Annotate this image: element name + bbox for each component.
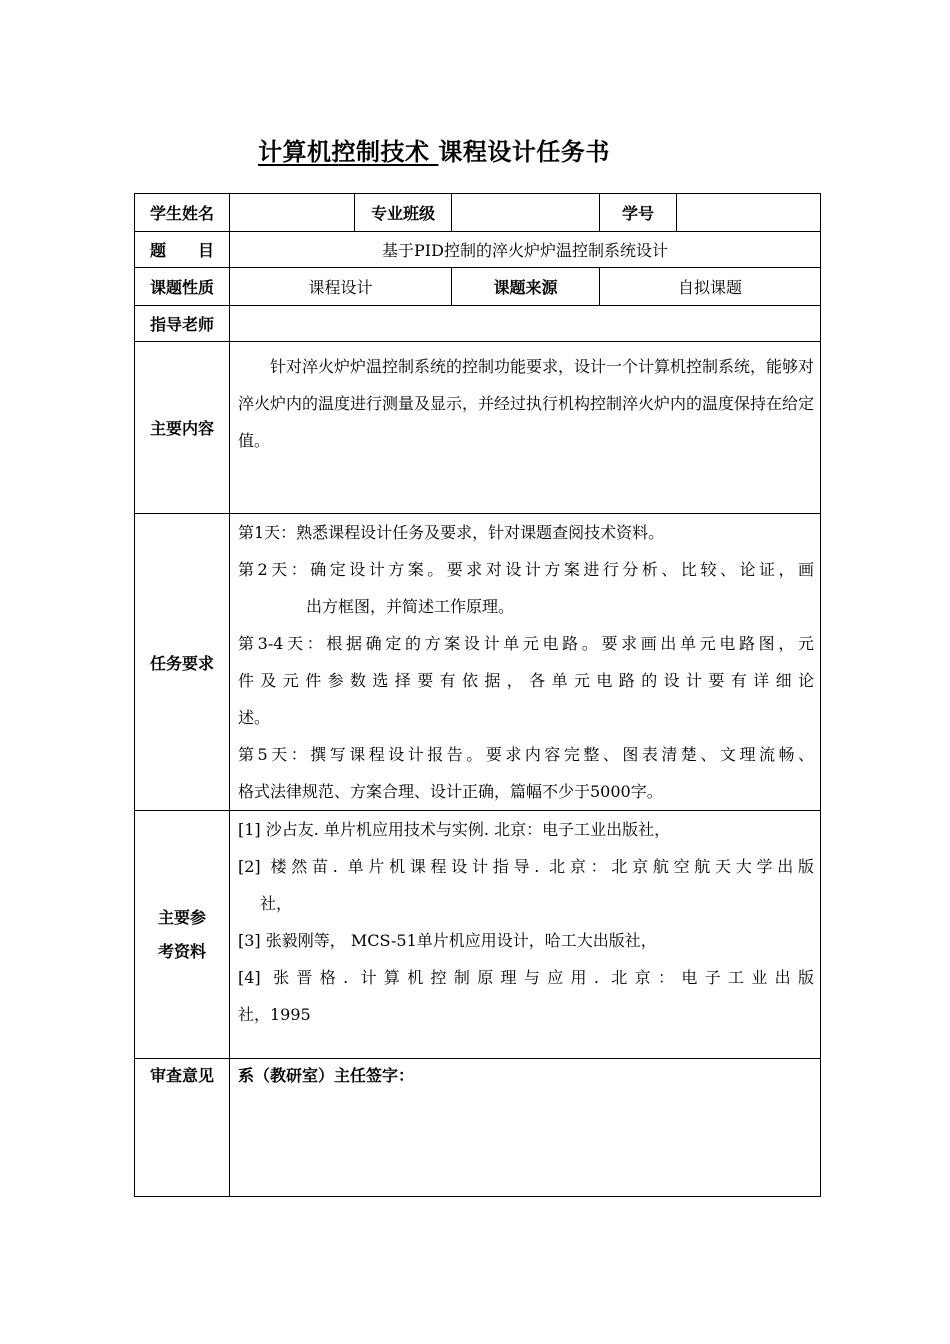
row-task-requirements — [135, 514, 821, 811]
reference-2-cont: 社， — [260, 894, 293, 913]
task-day3-4-cont2: 述。 — [238, 708, 271, 727]
document-title — [0, 132, 868, 167]
task-day1: 第1天：熟悉课程设计任务及要求，针对课题查阅技术资料。 — [238, 523, 665, 542]
student-id-label: 学号 — [600, 194, 677, 232]
source-value: 自拟课题 — [600, 268, 821, 306]
source-label: 课题来源 — [452, 268, 600, 306]
task-day3-4-cont1: 件及元件参数选择要有依据，各单元电路的设计要有详细论 — [238, 671, 814, 690]
student-id-field[interactable] — [677, 194, 821, 232]
reference-2: [2] 楼然苗. 单片机课程设计指导. 北京：北京航空航天大学出版 — [238, 857, 814, 876]
references-label-line1: 主要参 — [157, 907, 206, 927]
task-day5-cont: 格式法律规范、方案合理、设计正确，篇幅不少于5000字。 — [238, 782, 663, 801]
row-nature — [135, 268, 821, 306]
task-day3-4: 第3-4天：根据确定的方案设计单元电路。要求画出单元电路图，元 — [238, 634, 814, 653]
references-cell — [230, 811, 821, 1059]
references-label — [135, 811, 230, 1059]
reference-1: [1] 沙占友. 单片机应用技术与实例. 北京：电子工业出版社， — [238, 820, 671, 839]
row-references — [135, 811, 821, 1059]
references-label-line2: 考资料 — [157, 941, 206, 961]
review-label: 审查意见 — [135, 1059, 230, 1197]
task-form-table — [134, 193, 821, 1197]
reference-4: [4] 张晋格. 计算机控制原理与应用. 北京：电子工业出版 — [238, 968, 814, 987]
row-main-content — [135, 342, 821, 514]
content-cell — [230, 342, 821, 514]
tasks-cell — [230, 514, 821, 811]
class-field[interactable] — [452, 194, 600, 232]
row-student-info — [135, 194, 821, 232]
task-day5: 第5天：撰写课程设计报告。要求内容完整、图表清楚、文理流畅、 — [238, 745, 814, 764]
nature-value: 课程设计 — [230, 268, 452, 306]
student-name-field[interactable] — [230, 194, 355, 232]
student-name-label: 学生姓名 — [135, 194, 230, 232]
review-cell[interactable] — [230, 1059, 821, 1197]
row-advisor — [135, 306, 821, 342]
row-topic — [135, 232, 821, 268]
advisor-field[interactable] — [230, 306, 821, 342]
topic-label: 题 目 — [135, 232, 230, 268]
task-day2: 第2天：确定设计方案。要求对设计方案进行分析、比较、论证，画 — [238, 560, 814, 579]
reference-4-cont: 社，1995 — [238, 1005, 311, 1024]
director-signature-label: 系（教研室）主任签字： — [238, 1066, 415, 1085]
row-review — [135, 1059, 821, 1197]
reference-3: [3] 张毅刚等， MCS-51单片机应用设计，哈工大出版社， — [238, 931, 657, 950]
task-day2-cont: 出方框图，并简述工作原理。 — [306, 597, 515, 616]
content-text: 针对淬火炉炉温控制系统的控制功能要求，设计一个计算机控制系统，能够对淬火炉内的温度进行测量及显示，并经过执行机构控制淬火炉内的温度保持在给定值。 — [238, 357, 815, 450]
content-label: 主要内容 — [135, 342, 230, 514]
title-doc-type: 课程设计任务书 — [438, 138, 610, 166]
advisor-label: 指导老师 — [135, 306, 230, 342]
title-course-name: 计算机控制技术 — [258, 138, 439, 166]
nature-label: 课题性质 — [135, 268, 230, 306]
class-label: 专业班级 — [355, 194, 452, 232]
tasks-label: 任务要求 — [135, 514, 230, 811]
topic-value: 基于PID控制的淬火炉炉温控制系统设计 — [230, 232, 821, 268]
